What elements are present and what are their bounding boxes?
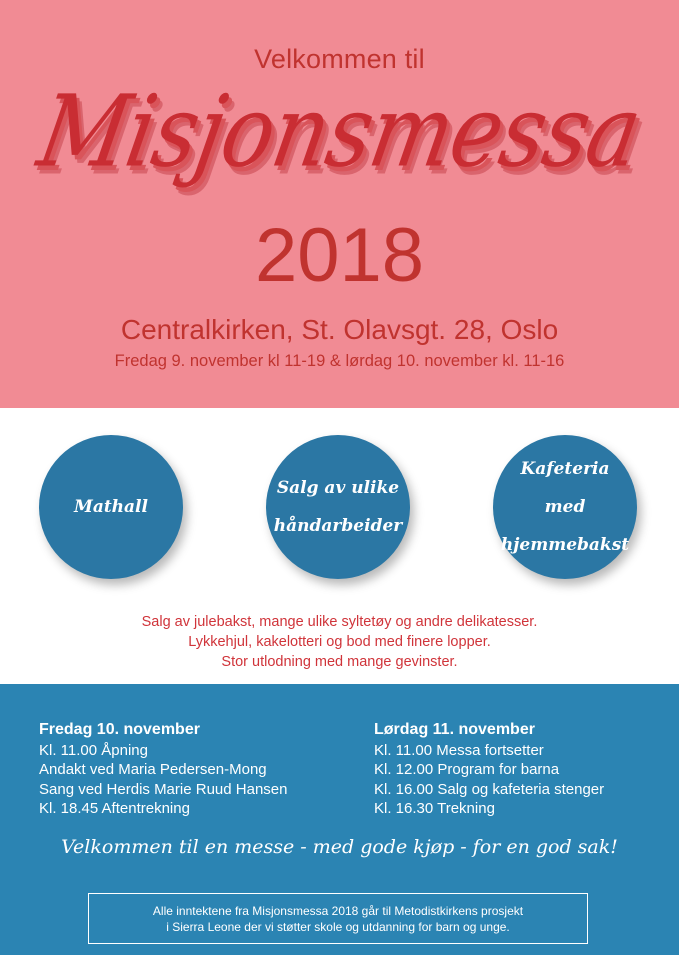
friday-program (39, 720, 287, 819)
program-item: Kl. 16.30 Trekning (374, 800, 495, 817)
feature-label: Kafeteria med (520, 459, 610, 517)
program-item: Kl. 11.00 Åpning (39, 741, 148, 759)
program-item: Andakt ved Maria Pedersen-Mong (39, 761, 267, 778)
event-dates: Fredag 9. november kl 11-19 & lørdag 10. november kl. 11-16 (114, 352, 565, 370)
header-section (0, 0, 679, 408)
proceeds-notice-box (88, 893, 588, 944)
feature-label: håndarbeider (273, 516, 403, 536)
program-item: Kl. 12.00 Program for barna (374, 761, 560, 778)
feature-label: Mathall (74, 497, 148, 517)
program-item: Kl. 18.45 Aftentrekning (39, 800, 190, 817)
feature-label: Salg av ulike (276, 478, 400, 498)
feature-label: hjemmebakst (500, 535, 630, 555)
event-title: Misjonsmessa (30, 74, 649, 190)
saturday-program (374, 720, 604, 819)
sales-line: Stor utlodning med mange gevinster. (221, 654, 458, 670)
program-item: Kl. 11.00 Messa fortsetter (374, 741, 544, 759)
program-item: Sang ved Herdis Marie Ruud Hansen (39, 780, 288, 798)
notice-line: Alle inntektene fra Misjonsmessa 2018 går til Metodistkirkens prosjekt (152, 904, 524, 918)
program-section (0, 684, 679, 955)
sales-line: Salg av julebakst, mange ulike syltetøy og andre delikatesser. (141, 614, 538, 630)
feature-circle-kafeteria (493, 435, 637, 579)
feature-circle-handarbeider (266, 435, 410, 579)
friday-heading: Fredag 10. november (39, 721, 200, 738)
slogan-text: Velkommen til en messe - med gode kjøp - for en god sak! (61, 836, 618, 858)
event-year: 2018 (254, 213, 425, 298)
venue-address: Centralkirken, St. Olavsgt. 28, Oslo (120, 314, 559, 345)
saturday-heading: Lørdag 11. november (374, 721, 535, 738)
sales-description (0, 612, 679, 672)
sales-line: Lykkehjul, kakelotteri og bod med finere lopper. (188, 634, 491, 650)
program-item: Kl. 16.00 Salg og kafeteria stenger (374, 780, 605, 798)
feature-circle-mathall (39, 435, 183, 579)
notice-line: i Sierra Leone der vi støtter skole og utdanning for barn og unge. (166, 920, 510, 934)
welcome-text: Velkommen til (254, 44, 425, 74)
